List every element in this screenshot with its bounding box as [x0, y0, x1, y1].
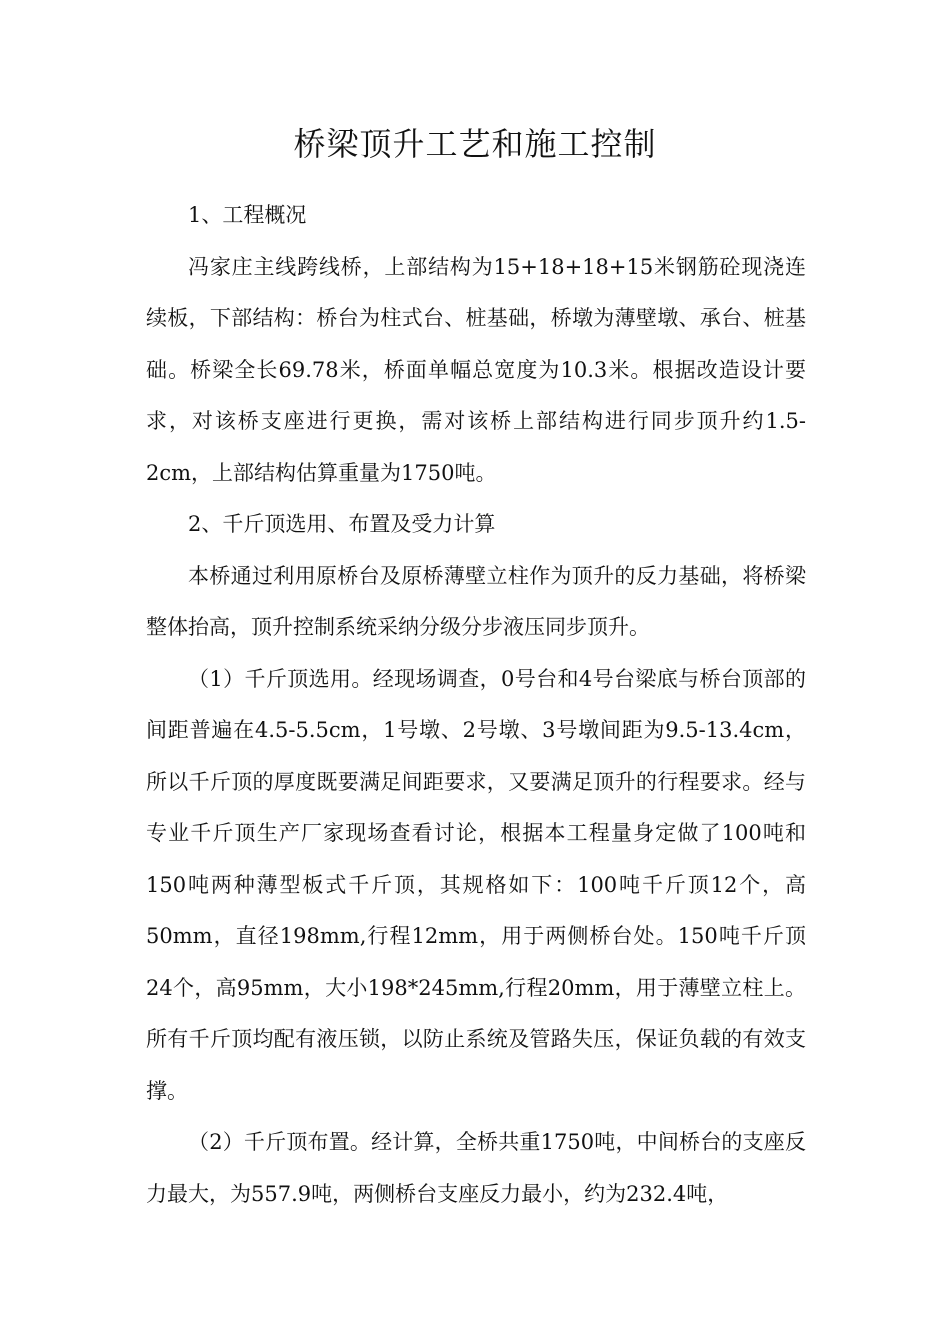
section-heading-jack-selection: 2、千斤顶选用、布置及受力计算 — [188, 512, 496, 536]
document-body — [146, 190, 806, 1220]
paragraph-jack-selection: （1）千斤顶选用。经现场调查，0号台和4号台梁底与桥台顶部的间距普遍在4.5-5.5cm，1号墩、2号墩、3号墩间距为9.5-13.4cm，所以千斤顶的厚度既要满足间距要求，又要满足顶升的行程要求。经与专业千斤顶生产厂家现场查看讨论，根据本工程量身定做了100吨和150吨两种薄型板式千斤顶，其规格如下：100吨千斤顶12个，高50mm，直径198mm,行程12mm，用于两侧桥台处。150吨千斤顶24个，高95mm，大小198*245mm,行程20mm，用于薄壁立柱上。所有千斤顶均配有液压锁，以防止系统及管路失压，保证负载的有效支撑。 — [146, 666, 806, 1103]
paragraph-jack-layout: （2）千斤顶布置。经计算，全桥共重1750吨，中间桥台的支座反力最大，为557.9吨，两侧桥台支座反力最小，约为232.4吨， — [146, 1130, 806, 1206]
paragraph-project-overview: 冯家庄主线跨线桥，上部结构为15+18+18+15米钢筋砼现浇连续板，下部结构：桥台为柱式台、桩基础，桥墩为薄壁墩、承台、桩基础。桥梁全长69.78米，桥面单幅总宽度为10.3米。根据改造设计要求，对该桥支座进行更换，需对该桥上部结构进行同步顶升约1.5-2cm，上部结构估算重量为1750吨。 — [146, 254, 806, 485]
paragraph-lifting-method: 本桥通过利用原桥台及原桥薄壁立柱作为顶升的反力基础，将桥梁整体抬高，顶升控制系统采纳分级分步液压同步顶升。 — [146, 563, 806, 639]
document-title: 桥梁顶升工艺和施工控制 — [293, 125, 657, 163]
section-heading-overview: 1、工程概况 — [188, 203, 307, 227]
